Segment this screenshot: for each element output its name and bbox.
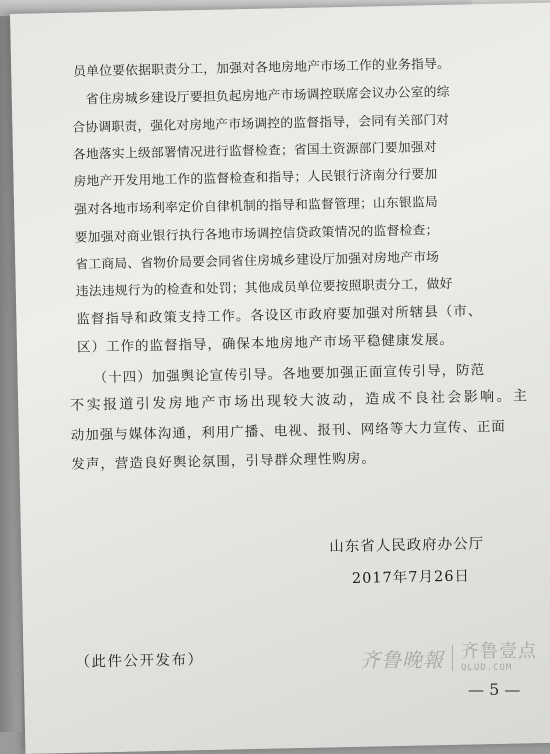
body-line-3: 合协调职责，强化对房地产市场调控的监督指导，会同有关部门对 [72,112,450,136]
body-line-6: 强对各地市场利率定价自律机制的指导和监督管理；山东银监局 [73,195,439,218]
body-line-4: 各地落实上级部署情况进行监督检查；省国土资源部门要加强对 [72,140,437,163]
body-line-5: 房地产开发用地工作的监督检查和指导；人民银行济南分行要加 [73,167,438,190]
body-line-11: 区）工作的监督指导，确保本地房地产市场平稳健康发展。 [76,331,455,356]
body-line-1: 员单位要依据职责分工，加强对各地房地产市场工作的业务指导。 [73,56,451,80]
watermark-brand-right: 齐鲁壹点 [461,641,537,662]
watermark-divider [452,645,453,671]
issue-date: 2017年7月26日 [351,568,471,587]
watermark-url: QLUD.COM [461,663,513,673]
body-line-7: 要加强对商业银行执行各地市场调控信贷政策情况的监督检查； [74,223,439,246]
body-line-13: 不实报道引发房地产市场出现较大波动，造成不良社会影响。主 [70,388,530,414]
newspaper-watermark [360,638,550,678]
body-line-15: 发声，营造良好舆论氛围，引导群众理性购房。 [71,450,377,473]
body-line-2: 省住房城乡建设厅要担负起房地产市场调控联席会议办公室的综 [85,84,450,108]
body-line-10: 监督指导和政策支持工作。各设区市政府要加强对所辖县（市、 [76,303,483,328]
issuing-organization: 山东省人民政府办公厅 [329,536,485,556]
section-heading-line: （十四）加强舆论宣传引导。各地要加强正面宣传引导，防范 [93,362,486,387]
watermark-brand-left: 齐鲁晚報 [360,647,444,672]
body-line-8: 省工商局、省物价局要会同省住房城乡建设厅加强对房地产市场 [75,250,440,273]
body-line-9: 违法违规行为的检查和处罚；其他成员单位要按照职责分工，做好 [75,276,453,300]
publication-note: （此件公开发布） [75,652,204,671]
watermark-brand-right-group [461,643,537,673]
body-line-14: 动加强与媒体沟通，利用广播、电视、报刊、网络等大力宣传、正面 [70,418,506,444]
page-number: — 5 — [468,680,521,699]
